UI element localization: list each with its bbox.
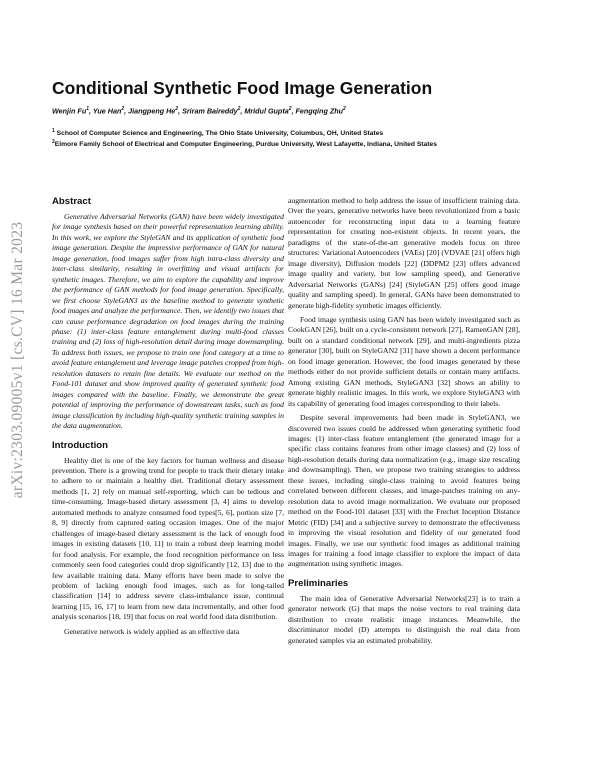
left-column (52, 196, 284, 637)
author-list: Wenjin Fu$^1$, Yue Han$^2$, Jiangpeng He$^2$, Sriram Baireddy$^2$, Mridul Gupta$^2$, Fengqing Zhu$^2$ (52, 106, 346, 116)
affiliation-text: Elmore Family School of Electrical and Computer Engineering, Purdue University, West Lafayette, Indiana, United States (54, 141, 437, 149)
introduction-heading: Introduction (52, 439, 108, 451)
abstract-text: Generative Adversarial Networks (GAN) have been widely investigated for image synthesis based on their powerful representation learning ability. In this work, we explore the StyleGAN and its application of synthetic food image generation. Despite the impressive performance of GAN for natural image generation, food images suffer from high intra-class diversity and inter-class similarity, resulting in overfitting and visual artifacts for synthetic images. Therefore, we aim to explore the capability and improve the performance of GAN methods for food image generation. Specifically, we first choose StyleGAN3 as the baseline method to generate synthetic food images and analyze the performance. Then, we identify two issues that can cause performance degradation on food images during the training phase: (1) inter-class feature entanglement during multi-food classes training and (2) loss of high-resolution detail during image downsampling. To address both issues, we propose to train one food category at a time to avoid feature entanglement and leverage image patches cropped from high-resolution datasets to retain fine details. We evaluate our method on the Food-101 dataset and show improved quality of generated synthetic food images compared with the baseline. Finally, we demonstrate the great potential of improving the performance of downstream tasks, such as food image classification by including high-quality synthetic training samples in the data augmentation. (52, 212, 284, 431)
abstract-heading: Abstract (52, 196, 91, 207)
affiliation-number: 1 (52, 128, 55, 134)
body-paragraph: Food image synthesis using GAN has been widely investigated such as CookGAN [26], built on a cycle-consistent network [27], RamenGAN [28], built on a standard conditional network [29], and multi-ingredients pizza generator [30], built on StyleGAN2 [31] have shown a decent performance on food image generation. However, the food images generated by these methods either do not provide sufficient details or contain many artifacts. Among existing GAN methods, StyleGAN3 [32] shows an ability to generate highly realistic images. In this work, we explore StyleGAN3 with its capability of generating food images corresponding to their labels. (288, 314, 520, 408)
affiliation-text: School of Computer Science and Engineering, The Ohio State University, Columbus, OH, United States (56, 130, 384, 138)
author-affiliation-mark: 2 (288, 106, 292, 112)
body-paragraph: Despite several improvements had been made in StyleGAN3, we discovered two issues could be addressed when generating synthetic food images: (1) inter-class feature entanglement (the generated image for a specific class contains features from other image classes) and (2) loss of high-resolution details during data normalization (e.g., image size rescaling and downsampling). Then, we propose two training strategies to address these issues, including single-class training to avoid features being correlated between different classes, and image-patches training on any-resolution data to avoid image normalization. We evaluate our proposed method on the Food-101 dataset [33] with the Frechet Inception Distance Metric (FID) [34] and a subjective survey to demonstrate the effectiveness in improving the visual resolution and fidelity of our generated food images. Finally, we use our synthetic food images as additional training images for training a food image classifier to explore the impact of data augmentation using synthetic images. (288, 413, 520, 569)
introduction-paragraph: Healthy diet is one of the key factors for human wellness and disease prevention. There is a growing trend for people to track their dietary intake to adhere to or maintain a healthy diet. Traditional dietary assessment methods [1, 2] rely on manual self-reporting, which can be tedious and time-consuming. Image-based dietary assessment [3, 4] aims to develop automated methods to analyze consumed food types[5, 6], portion size [7, 8, 9] directly from captured eating occasion images. One of the major challenges of image-based dietary assessment is the lack of enough food images in existing datasets [10, 11] to train a robust deep learning model for food analysis. For example, the food recognition performance on less commonly seen food categories could drop significantly [12, 13] due to the few available training data. Many efforts have been made to solve the problem of lacking enough food images, such as for long-tailed classification [14] to address severe class-imbalance issue, continual learning [15, 16, 17] to learn from new data incrementally, and other food analysis scenarios [18, 19] that focus on real world food data distribution. (52, 455, 284, 622)
body-paragraph: augmentation method to help address the issue of insufficient training data. Over the years, generative networks have been revolutionized from a basic autoencoder for reconstructing input data to a learning feature representation for creating non-existent objects. In recent years, the paradigms of the state-of-the-art generative models focus on three structures: Variational Autoencoders (VAEs) [20] (VDVAE [21] offers high image diversity), Diffusion models [22] (DDPM2 [23] offers advanced image quality and variety, but low sampling speed), and Generative Adversarial Networks (GANs) [24] (StyleGAN [25] offers good image quality and sampling speed). In general, GANs have been demonstrated to generate high-fidelity synthetic images efficiently. (288, 196, 520, 310)
author-name: Wenjin Fu (52, 106, 87, 116)
author-name: Yue Han (92, 106, 122, 116)
author-name: Mridul Gupta (244, 106, 289, 116)
author-name: Jiangpeng He (128, 106, 176, 116)
arxiv-sidebar-stamp (6, 150, 30, 570)
author-name: Fengqing Zhu (295, 106, 344, 116)
right-column (288, 196, 520, 646)
author-affiliation-mark: 2 (237, 106, 241, 112)
affiliation-number: 2 (52, 139, 55, 145)
introduction-paragraph: Generative network is widely applied as an effective data (64, 626, 240, 636)
author-affiliation-mark: 2 (343, 106, 346, 112)
author-affiliation-mark: 1 (86, 106, 89, 112)
preliminaries-heading: Preliminaries (288, 577, 349, 589)
author-affiliation-mark: 2 (121, 106, 125, 112)
arxiv-id-label: arXiv:2303.09005v1 [cs.CV] 16 Mar 2023 (9, 221, 26, 499)
affiliation-2 (52, 138, 592, 149)
paper-title: Conditional Synthetic Food Image Generation (52, 78, 433, 98)
author-name: Sriram Baireddy (182, 106, 238, 116)
author-affiliation-mark: 2 (175, 106, 179, 112)
preliminaries-paragraph: The main idea of Generative Adversarial Networks[23] is to train a generator network (G) that maps the noise vectors to real training data distribution to create realistic image instances. Meanwhile, the discriminator model (D) attempts to distinguish the real data from generated samples via an estimated probability. (288, 593, 520, 645)
affiliation-1 (52, 127, 592, 138)
